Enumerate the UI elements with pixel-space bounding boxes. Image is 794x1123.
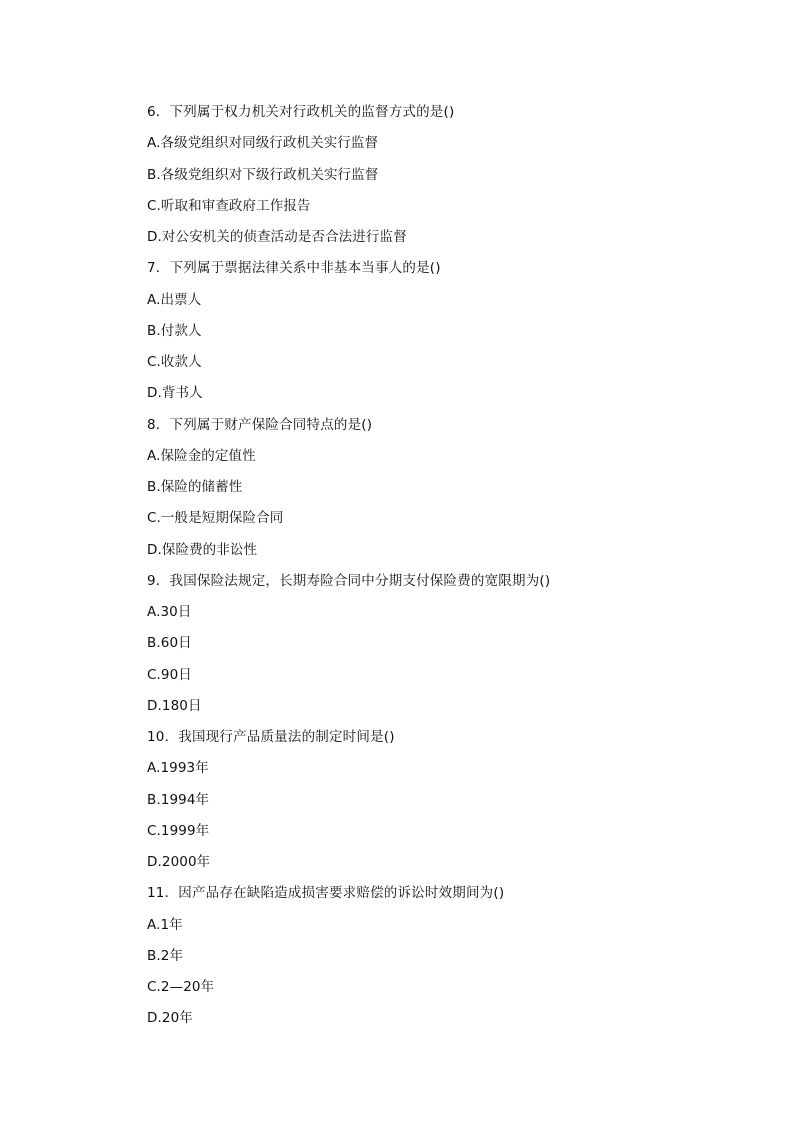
option-c: C.1999年 (147, 822, 210, 839)
question-11 (147, 882, 747, 1038)
option-b: B.保险的储蓄性 (147, 479, 243, 495)
option-d: D.20年 (147, 1010, 193, 1027)
question-stem: 7．下列属于票据法律关系中非基本当事人的是() (147, 260, 441, 277)
option-c: C.90日 (147, 666, 192, 683)
option-b: B.付款人 (147, 322, 202, 339)
option-a: A.30日 (147, 604, 192, 620)
option-b: B.1994年 (147, 791, 210, 808)
option-c: C.收款人 (147, 354, 202, 370)
option-d: D.背书人 (147, 385, 203, 402)
option-d: D.180日 (147, 697, 202, 714)
document-body (147, 101, 747, 1039)
option-d: D.对公安机关的侦查活动是否合法进行监督 (147, 229, 407, 245)
option-b: B.各级党组织对下级行政机关实行监督 (147, 166, 379, 183)
option-a: A.1年 (147, 916, 183, 933)
option-b: B.60日 (147, 635, 192, 652)
option-d: D.2000年 (147, 854, 211, 870)
question-stem: 11．因产品存在缺陷造成损害要求赔偿的诉讼时效期间为() (147, 885, 505, 902)
question-10 (147, 726, 747, 882)
option-a: A.各级党组织对同级行政机关实行监督 (147, 135, 379, 152)
option-a: A.出票人 (147, 291, 202, 308)
option-b: B.2年 (147, 947, 184, 964)
option-c: C.一般是短期保险合同 (147, 510, 284, 527)
question-7 (147, 257, 747, 413)
question-9 (147, 570, 747, 726)
question-stem: 6．下列属于权力机关对行政机关的监督方式的是() (147, 104, 455, 120)
question-stem: 8．下列属于财产保险合同特点的是() (147, 416, 373, 433)
option-a: A.保险金的定值性 (147, 447, 256, 464)
question-8 (147, 414, 747, 570)
option-c: C.2—20年 (147, 979, 215, 995)
question-stem: 9．我国保险法规定，长期寿险合同中分期支付保险费的宽限期为() (147, 572, 551, 589)
question-stem: 10．我国现行产品质量法的制定时间是() (147, 729, 395, 745)
option-c: C.听取和审查政府工作报告 (147, 197, 311, 214)
option-a: A.1993年 (147, 760, 209, 777)
question-6 (147, 101, 747, 257)
option-d: D.保险费的非讼性 (147, 541, 258, 558)
